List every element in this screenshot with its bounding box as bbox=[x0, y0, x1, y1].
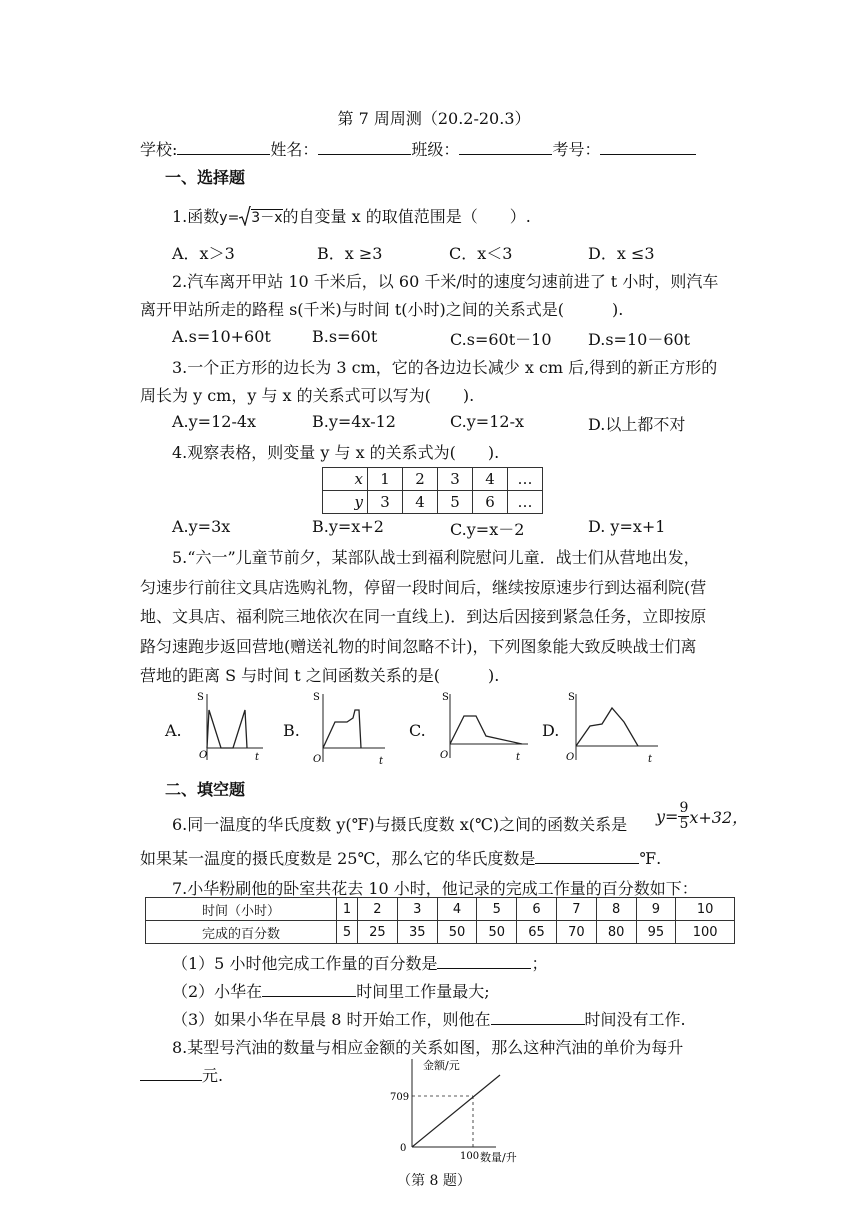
q6-line-2 bbox=[140, 846, 661, 869]
q5-line-1: 5.“六一”儿童节前夕，某部队战士到福利院慰问儿童．战士们从营地出发， bbox=[172, 548, 700, 567]
graph-line bbox=[450, 716, 522, 744]
x-axis-label: 数量/升 bbox=[480, 1151, 517, 1164]
table-cell: 2 bbox=[403, 468, 438, 491]
origin-label: 0 bbox=[400, 1143, 407, 1154]
sqrt-icon bbox=[239, 206, 251, 226]
table-row bbox=[323, 491, 543, 514]
y-axis-label: 金额/元 bbox=[423, 1059, 460, 1072]
table-row bbox=[323, 468, 543, 491]
name-blank[interactable] bbox=[318, 139, 411, 155]
table-cell: 25 bbox=[358, 921, 398, 944]
q6-line-1-text: 6.同一温度的华氏度数 y(℉)与摄氏度数 x(℃)之间的函数关系是 bbox=[172, 815, 628, 834]
q4-line-1: 4.观察表格，则变量 y 与 x 的关系式为( ). bbox=[172, 443, 500, 462]
q1-option-a[interactable]: A．x＞3 bbox=[172, 244, 235, 263]
q1-stem-text-2: 的自变量 x 的取值范围是（ ）. bbox=[282, 207, 531, 226]
axis-t-label: t bbox=[379, 756, 384, 767]
table-cell: 时间（小时） bbox=[146, 898, 337, 921]
q7-sub-2-blank[interactable] bbox=[262, 981, 356, 997]
origin-label: O bbox=[199, 750, 208, 761]
header-info-line bbox=[140, 137, 696, 160]
q1-option-d[interactable]: D．x ≤3 bbox=[588, 244, 655, 263]
q7-sub-1 bbox=[172, 951, 547, 974]
q8-line-1: 8.某型号汽油的数量与相应金额的关系如图，那么这种汽油的单价为每升 bbox=[172, 1038, 684, 1057]
q6-formula-rest: x+32， bbox=[689, 808, 749, 827]
q6-line-2-text: 如果某一温度的摄氏度数是 25℃，那么它的华氏度数是 bbox=[140, 849, 536, 868]
q7-sub-1-end: ； bbox=[531, 954, 548, 973]
q8-graph[interactable] bbox=[388, 1055, 528, 1167]
q5-graph-a[interactable] bbox=[193, 688, 265, 766]
q2-option-a[interactable]: A.s=10+60t bbox=[172, 327, 271, 346]
table-row bbox=[146, 898, 735, 921]
q2-line-2: 离开甲站所走的路程 s(千米)与时间 t(小时)之间的关系式是( ). bbox=[140, 300, 624, 319]
table-cell: 3 bbox=[368, 491, 403, 514]
q7-sub-3-text: （3）如果小华在早晨 8 时开始工作，则他在 bbox=[172, 1010, 491, 1029]
table-cell: 100 bbox=[676, 921, 735, 944]
axis-t-label: t bbox=[516, 752, 521, 763]
q4-option-b[interactable]: B.y=x+2 bbox=[312, 517, 384, 536]
q5-line-5: 营地的距离 S 与时间 t 之间函数关系的是( ). bbox=[140, 666, 500, 685]
q2-option-d[interactable]: D.s=10－60t bbox=[588, 330, 691, 349]
exam-no-blank[interactable] bbox=[600, 139, 696, 155]
axis-s-label: S bbox=[197, 692, 204, 703]
q7-table bbox=[145, 897, 735, 944]
axis-s-label: S bbox=[442, 692, 449, 703]
q7-sub-2-end: 时间里工作量最大; bbox=[356, 982, 490, 1001]
origin-label: O bbox=[313, 754, 322, 765]
table-cell: 5 bbox=[477, 898, 517, 921]
q4-table bbox=[322, 467, 543, 514]
name-label: 姓名： bbox=[270, 140, 319, 159]
q6-fraction bbox=[678, 801, 689, 832]
q5-graph-b[interactable] bbox=[305, 688, 387, 768]
q3-option-c[interactable]: C.y=12-x bbox=[450, 412, 524, 431]
q8-answer-blank[interactable] bbox=[140, 1065, 202, 1081]
q7-line-1: 7.小华粉刷他的卧室共花去 10 小时，他记录的完成工作量的百分数如下： bbox=[172, 879, 698, 898]
q8-line-2-text: 元. bbox=[202, 1066, 224, 1085]
table-cell: 70 bbox=[556, 921, 596, 944]
q1-stem bbox=[172, 204, 531, 227]
table-cell: x bbox=[323, 468, 368, 491]
table-cell: 7 bbox=[556, 898, 596, 921]
q6-answer-blank[interactable] bbox=[535, 848, 639, 864]
q7-sub-3 bbox=[172, 1007, 686, 1030]
graph-line bbox=[323, 710, 361, 748]
class-blank[interactable] bbox=[459, 139, 552, 155]
table-cell: … bbox=[508, 468, 543, 491]
table-cell: 完成的百分数 bbox=[146, 921, 337, 944]
graph-line bbox=[576, 708, 638, 746]
table-cell: 4 bbox=[473, 468, 508, 491]
table-cell: 8 bbox=[596, 898, 636, 921]
q3-line-1: 3.一个正方形的边长为 3 cm，它的各边边长减少 x cm 后,得到的新正方形的 bbox=[172, 358, 718, 377]
price-line bbox=[412, 1075, 500, 1147]
class-label: 班级： bbox=[411, 140, 460, 159]
table-cell: 5 bbox=[438, 491, 473, 514]
q5-option-a-label[interactable]: A. bbox=[165, 721, 182, 740]
q8-caption: （第 8 题） bbox=[397, 1173, 471, 1189]
q3-option-a[interactable]: A.y=12-4x bbox=[172, 412, 257, 431]
table-cell: 95 bbox=[636, 921, 676, 944]
q5-option-d-label[interactable]: D. bbox=[542, 721, 560, 740]
q6-frac-num: 9 bbox=[679, 800, 689, 816]
q5-line-3: 地、文具店、福利院三地依次在同一直线上)．到达后因接到紧急任务，立即按原 bbox=[140, 607, 707, 626]
table-cell: 1 bbox=[337, 898, 358, 921]
q7-sub-2 bbox=[172, 979, 490, 1002]
axis-s-label: S bbox=[568, 692, 575, 703]
q8-line-2 bbox=[140, 1063, 223, 1086]
school-label: 学校: bbox=[140, 140, 178, 159]
q1-formula: y= 3－x bbox=[219, 210, 282, 226]
table-cell: 80 bbox=[596, 921, 636, 944]
q7-sub-3-end: 时间没有工作. bbox=[584, 1010, 686, 1029]
table-cell: 1 bbox=[368, 468, 403, 491]
q7-sub-1-text: （1）5 小时他完成工作量的百分数是 bbox=[172, 954, 438, 973]
exam-no-label: 考号： bbox=[552, 140, 601, 159]
q5-graph-c[interactable] bbox=[434, 688, 530, 768]
q7-sub-3-blank[interactable] bbox=[491, 1009, 585, 1025]
q2-option-b[interactable]: B.s=60t bbox=[312, 327, 378, 346]
table-cell: 3 bbox=[438, 468, 473, 491]
q4-option-a[interactable]: A.y=3x bbox=[172, 517, 231, 536]
q1-option-b[interactable]: B．x ≥3 bbox=[317, 244, 383, 263]
q3-line-2: 周长为 y cm，y 与 x 的关系式可以写为( ). bbox=[140, 386, 475, 405]
table-cell: 4 bbox=[403, 491, 438, 514]
table-cell: … bbox=[508, 491, 543, 514]
q2-option-c[interactable]: C.s=60t－10 bbox=[450, 330, 552, 349]
axis-s-label: S bbox=[313, 692, 320, 703]
q5-graph-d[interactable] bbox=[562, 688, 660, 768]
origin-label: O bbox=[566, 752, 575, 763]
q3-option-b[interactable]: B.y=4x-12 bbox=[312, 412, 396, 431]
table-cell: 4 bbox=[437, 898, 477, 921]
table-cell: 9 bbox=[636, 898, 676, 921]
q5-line-2: 匀速步行前往文具店选购礼物，停留一段时间后，继续按原速步行到达福利院(营 bbox=[140, 578, 707, 597]
table-cell: 50 bbox=[477, 921, 517, 944]
q4-option-d[interactable]: D. y=x+1 bbox=[588, 517, 666, 536]
q6-formula-y: y= bbox=[656, 807, 679, 826]
table-cell: 6 bbox=[517, 898, 557, 921]
table-cell: 2 bbox=[358, 898, 398, 921]
table-cell: 50 bbox=[437, 921, 477, 944]
q2-line-1: 2.汽车离开甲站 10 千米后，以 60 千米/时的速度匀速前进了 t 小时，则汽车 bbox=[172, 272, 719, 291]
table-cell: 5 bbox=[337, 921, 358, 944]
table-row bbox=[146, 921, 735, 944]
graph-line bbox=[207, 710, 247, 748]
table-cell: 35 bbox=[397, 921, 437, 944]
q6-line-1 bbox=[172, 812, 627, 835]
q5-option-b-label[interactable]: B. bbox=[283, 721, 300, 740]
q1-stem-text: 1.函数 bbox=[172, 207, 220, 226]
table-cell: 3 bbox=[397, 898, 437, 921]
school-blank[interactable] bbox=[177, 139, 270, 155]
q6-frac-den: 5 bbox=[679, 816, 689, 832]
table-cell: 65 bbox=[517, 921, 557, 944]
q4-option-c[interactable]: C.y=x－2 bbox=[450, 520, 525, 539]
axis-t-label: t bbox=[255, 752, 260, 763]
table-cell: 6 bbox=[473, 491, 508, 514]
q7-sub-1-blank[interactable] bbox=[437, 953, 531, 969]
q6-unit: ℉. bbox=[639, 849, 662, 868]
section-heading-choice: 一、选择题 bbox=[165, 168, 246, 187]
page-title: 第 7 周周测（20.2-20.3） bbox=[337, 109, 531, 128]
q5-option-c-label[interactable]: C. bbox=[409, 721, 426, 740]
table-cell: 10 bbox=[676, 898, 735, 921]
x-value-label: 100 bbox=[460, 1151, 480, 1162]
q6-formula bbox=[656, 801, 748, 832]
section-heading-fill: 二、填空题 bbox=[165, 780, 246, 799]
q3-option-d[interactable]: D.以上都不对 bbox=[588, 415, 686, 434]
table-cell: y bbox=[323, 491, 368, 514]
origin-label: O bbox=[440, 750, 449, 761]
q1-option-c[interactable]: C．x＜3 bbox=[449, 244, 513, 263]
axis-t-label: t bbox=[648, 754, 653, 765]
y-value-label: 709 bbox=[390, 1092, 410, 1103]
q5-line-4: 路匀速跑步返回营地(赠送礼物的时间忽略不计)，下列图象能大致反映战士们离 bbox=[140, 637, 697, 656]
q7-sub-2-text: （2）小华在 bbox=[172, 982, 263, 1001]
